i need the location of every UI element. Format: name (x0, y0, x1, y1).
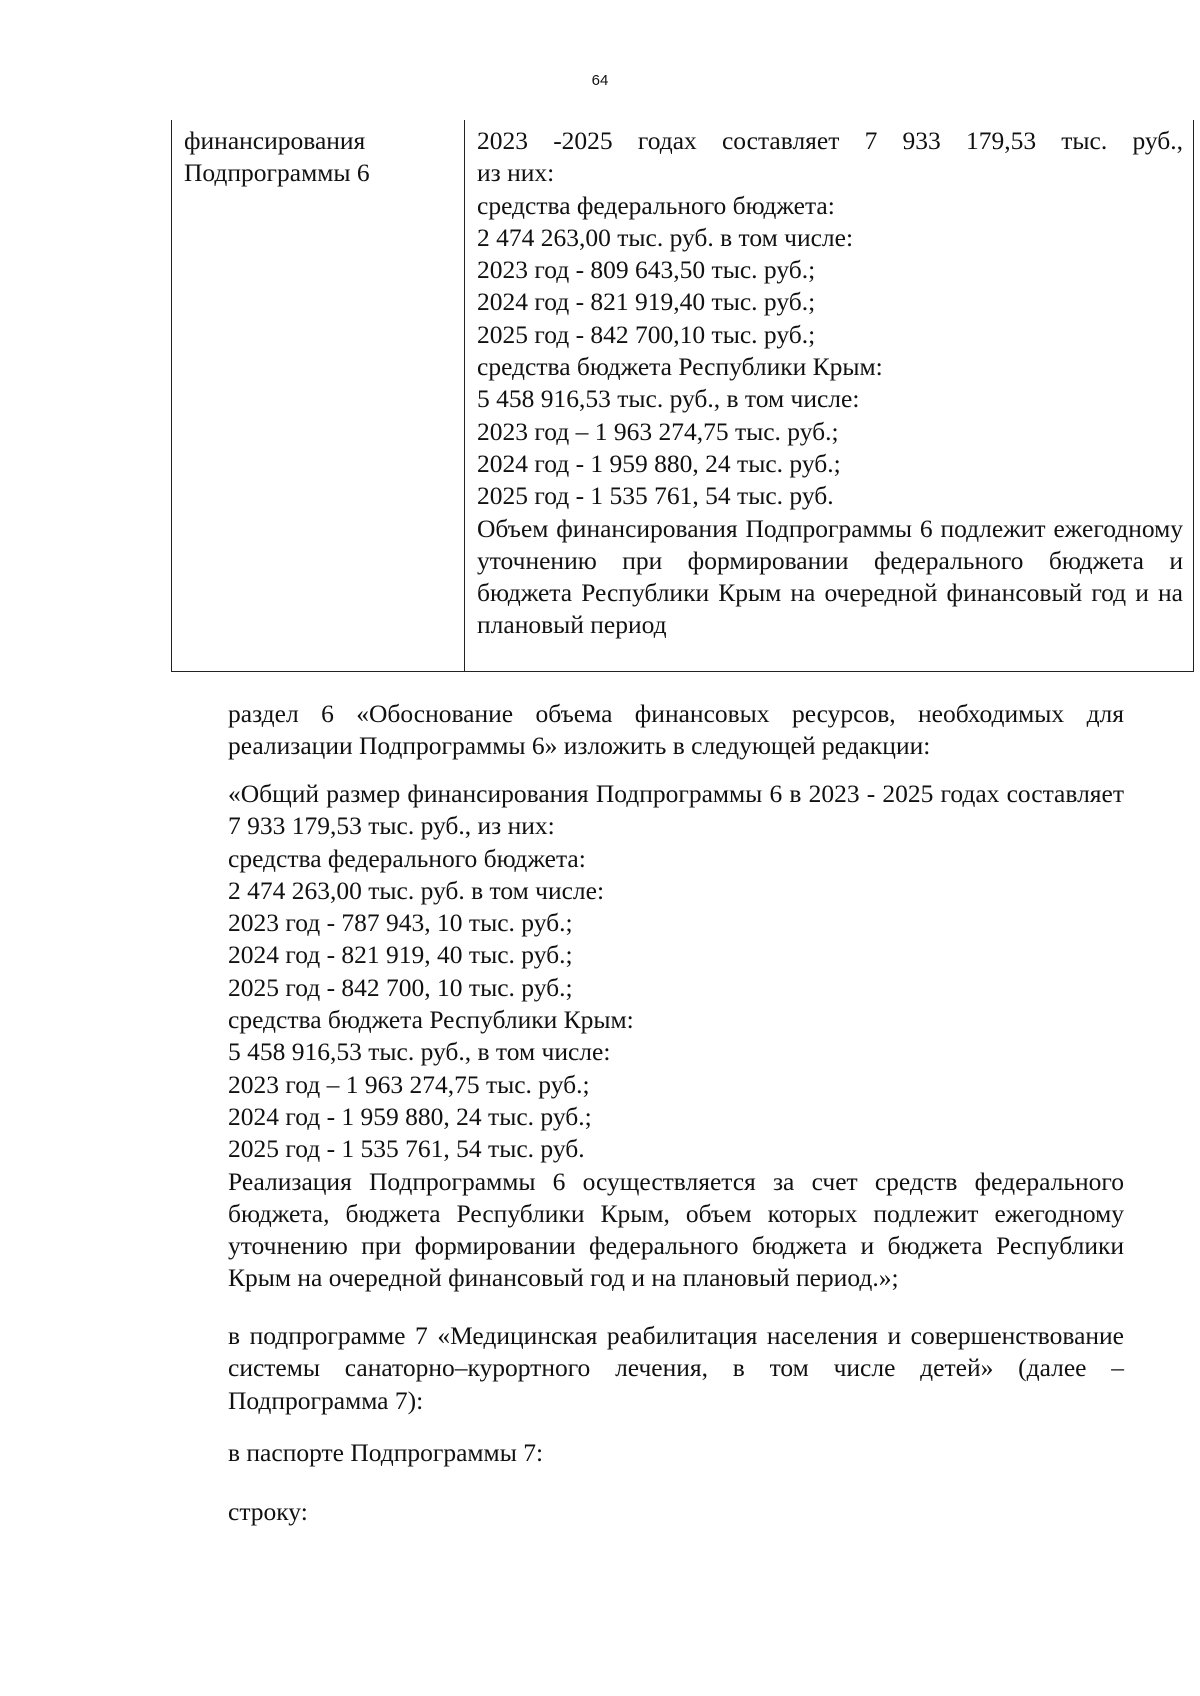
table-value-line: средства бюджета Республики Крым: (477, 352, 883, 382)
section6-intro: раздел 6 «Обоснование объема финансовых ресурсов, необходимых для реализации Подпрограммы 6» изложить в следующей редакции: (228, 699, 1124, 761)
subprogram7-intro: в подпрограмме 7 «Медицинская реабилитация населения и совершенствование системы санаторно–курортного лечения, в том числе детей» (далее – Подпрограмма 7): (228, 1321, 1124, 1415)
table-value-line: 2023 год - 809 643,50 тыс. руб.; (477, 255, 816, 285)
table-value-line: 2025 год - 1 535 761, 54 тыс. руб. (477, 481, 834, 511)
passport7-text: в паспорте Подпрограммы 7: (228, 1438, 544, 1467)
page-number: 64 (591, 72, 609, 89)
table-value-line: 2023 -2025 годах составляет 7 933 179,53 тыс. руб., (477, 126, 1183, 155)
quote-line: средства федерального бюджета: (228, 843, 586, 873)
row-paragraph (170, 1496, 1124, 1528)
table-value-line: 2023 год – 1 963 274,75 тыс. руб.; (477, 416, 839, 446)
quote-line: 2023 год – 1 963 274,75 тыс. руб.; (228, 1069, 590, 1099)
table-value-line: средства федерального бюджета: (477, 190, 835, 220)
quote-line: 5 458 916,53 тыс. руб., в том числе: (228, 1037, 611, 1067)
table-value-line: 2 474 263,00 тыс. руб. в том числе: (477, 222, 854, 252)
row-label: строку: (228, 1497, 308, 1526)
subprogram7-paragraph (170, 1320, 1124, 1417)
table-note: Объем финансирования Подпрограммы 6 подлежит ежегодному уточнению при формировании федерального бюджета и бюджета Республики Крым на очередной финансовый год и на плановый период (477, 513, 1183, 640)
table-row (172, 120, 1194, 672)
table-value-line: 2024 год - 821 919,40 тыс. руб.; (477, 287, 816, 317)
table-value-line: 2024 год - 1 959 880, 24 тыс. руб.; (477, 448, 841, 478)
quote-line: 2024 год - 1 959 880, 24 тыс. руб.; (228, 1101, 592, 1131)
quote-opening: «Общий размер финансирования Подпрограммы 6 в 2023 - 2025 годах составляет 7 933 179,53 тыс. руб., из них: (228, 779, 1124, 841)
section6-paragraph (170, 698, 1124, 763)
passport-table (171, 120, 1194, 672)
passport7-paragraph (170, 1437, 1124, 1469)
quote-line: 2024 год - 821 919, 40 тыс. руб.; (228, 940, 573, 970)
table-label-line: Подпрограммы 6 (184, 158, 370, 188)
quote-line: 2023 год - 787 943, 10 тыс. руб.; (228, 908, 573, 938)
quote-line: 2025 год - 1 535 761, 54 тыс. руб. (228, 1134, 585, 1164)
quote-closing: Реализация Подпрограммы 6 осуществляется за счет средств федерального бюджета, бюджета Республики Крым, объем которых подлежит ежегодному уточнению при формировании федерального бюджета и бюджета Республики Крым на очередной финансовый год и на плановый период.»; (228, 1166, 1124, 1293)
table-value-line: 2025 год - 842 700,10 тыс. руб.; (477, 319, 816, 349)
quote-line: средства бюджета Республики Крым: (228, 1005, 634, 1035)
quote-line: 2 474 263,00 тыс. руб. в том числе: (228, 875, 605, 905)
table-value-line: 5 458 916,53 тыс. руб., в том числе: (477, 384, 860, 414)
quoted-text-block (170, 778, 1124, 1295)
table-value-line: из них: (477, 158, 555, 188)
table-cell-label (172, 120, 465, 672)
table-label-line: финансирования (184, 126, 366, 155)
table-cell-value (465, 120, 1194, 672)
quote-line: 2025 год - 842 700, 10 тыс. руб.; (228, 972, 573, 1002)
